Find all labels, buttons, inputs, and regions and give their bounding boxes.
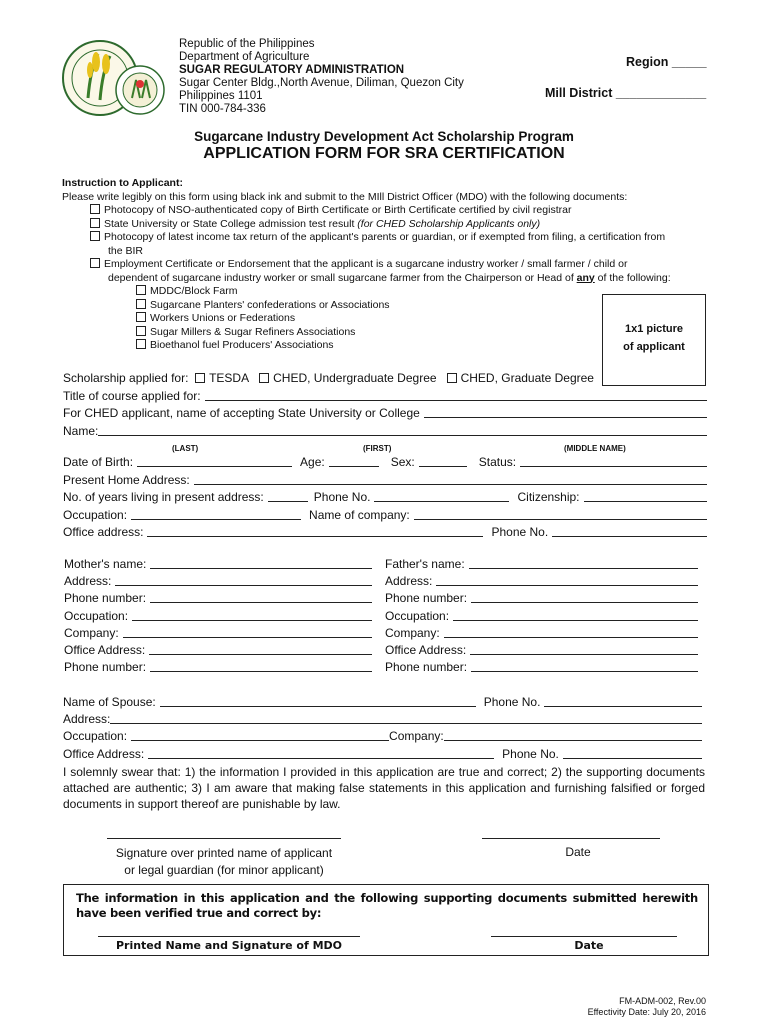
checkbox[interactable] <box>90 258 100 268</box>
father-office-input[interactable] <box>470 642 698 655</box>
photo-box-label-2: of applicant <box>623 341 685 353</box>
course-label: Title of course applied for: <box>63 388 201 403</box>
mother-section <box>64 556 372 676</box>
home-address-input[interactable] <box>194 472 707 485</box>
ched-graduate-checkbox[interactable] <box>447 373 457 383</box>
spouse-phone-input[interactable] <box>544 694 702 707</box>
form-title: APPLICATION FORM FOR SRA CERTIFICATION <box>203 145 565 162</box>
spouse-company-input[interactable] <box>444 728 702 741</box>
doc-item-label: Photocopy of latest income tax return of the applicant's parents or guardian, or if exempted from filing, a certification from <box>104 231 666 243</box>
checkbox[interactable] <box>90 218 100 228</box>
form-code: FM-ADM-002, Rev.00 <box>619 996 706 1006</box>
ched-school-label: For CHED applicant, name of accepting State University or College <box>63 406 420 420</box>
mother-row <box>64 590 372 607</box>
header-line-republic: Republic of the Philippines <box>179 38 315 50</box>
program-title: Sugarcane Industry Development Act Scholarship Program <box>194 129 574 144</box>
office-address-input[interactable] <box>147 524 483 537</box>
tesda-checkbox[interactable] <box>195 373 205 383</box>
mother-name-label: Mother's name: <box>64 557 147 571</box>
sub-item-label: Sugarcane Planters' confederations or Associations <box>150 298 390 311</box>
sra-seal-graphic <box>62 34 174 122</box>
region-field[interactable]: Region _____ <box>626 55 707 69</box>
home-address-row <box>63 472 707 490</box>
checkbox[interactable] <box>90 231 100 241</box>
office-address-row <box>63 524 707 542</box>
sub-item-label: Bioethanol fuel Producers' Associations <box>150 339 334 351</box>
name-parts-row <box>63 440 707 454</box>
verification-text: The information in this application and the following supporting documents submitted herewith have been verified true and correct by: <box>76 891 698 920</box>
spouse-name-input[interactable] <box>160 694 476 707</box>
sex-input[interactable] <box>419 454 467 467</box>
mother-row <box>64 642 372 659</box>
occupation-row <box>63 507 707 525</box>
doc-item-label: State University or State College admission test result <box>104 217 355 230</box>
father-occupation-input[interactable] <box>453 608 698 621</box>
applicant-date-caption: Date <box>565 845 591 859</box>
ched-school-input[interactable] <box>424 405 707 418</box>
mother-company-input[interactable] <box>123 625 372 638</box>
sub-item-label: Sugar Millers & Sugar Refiners Associations <box>150 325 356 338</box>
father-phone-input[interactable] <box>471 590 698 603</box>
father-phone-label: Phone number: <box>385 591 468 606</box>
doc-item-note: (for CHED Scholarship Applicants only) <box>357 217 541 230</box>
doc-item-birth-cert <box>62 204 710 218</box>
doc-item-itr <box>62 231 710 245</box>
mother-phone-label: Phone number: <box>64 591 147 606</box>
mother-phone2-input[interactable] <box>150 659 372 672</box>
spouse-name-label: Name of Spouse: <box>63 695 156 709</box>
mother-row <box>64 608 372 625</box>
citizenship-label: Citizenship: <box>517 490 580 504</box>
spouse-office-phone-label: Phone No. <box>502 746 559 761</box>
instructions-heading: Instruction to Applicant: <box>62 177 183 189</box>
father-row <box>385 625 698 642</box>
oath-paragraph: I solemnly swear that: 1) the information I provided in this application are true and correct; 2) the supporting documents attached are authentic; 3) I am aware that making false statements in this application and furnishing falsified or forged documents in support thereof are punishable by law. <box>63 765 705 811</box>
scholarship-row <box>63 370 707 388</box>
checkbox[interactable] <box>136 339 146 349</box>
occupation-input[interactable] <box>131 507 301 520</box>
mdo-date-line[interactable] <box>491 936 677 937</box>
header-line-address: Sugar Center Bldg.,North Avenue, Diliman, Quezon City <box>179 77 464 89</box>
spouse-occupation-row <box>63 728 702 745</box>
spouse-office-row <box>63 746 702 763</box>
spouse-section <box>63 694 702 763</box>
years-row <box>63 489 707 507</box>
effectivity-date: Effectivity Date: July 20, 2016 <box>587 1007 706 1017</box>
mother-address-input[interactable] <box>115 573 372 586</box>
father-row <box>385 608 698 625</box>
doc-item-employment-cont <box>62 272 710 286</box>
doc-item-label: Photocopy of NSO-authenticated copy of Birth Certificate or Birth Certificate certified by civil registrar <box>104 204 572 216</box>
doc-item-any: any <box>576 271 595 284</box>
sra-seal <box>62 34 174 122</box>
name-part-middle: (MIDDLE NAME) <box>564 444 626 453</box>
checkbox[interactable] <box>136 326 146 336</box>
applicant-date-line[interactable] <box>482 838 660 839</box>
father-name-label: Father's name: <box>385 557 465 571</box>
spouse-office-phone-input[interactable] <box>563 746 702 759</box>
mother-phone-input[interactable] <box>150 590 372 603</box>
photo-box-label-1: 1x1 picture <box>624 323 684 335</box>
father-row <box>385 556 698 573</box>
spouse-address-row <box>63 711 702 728</box>
name-part-last: (LAST) <box>172 444 199 453</box>
doc-item-itr-cont: the BIR <box>108 244 144 257</box>
father-phone2-label: Phone number: <box>385 660 468 675</box>
father-office-label: Office Address: <box>385 643 467 658</box>
father-name-input[interactable] <box>469 556 698 569</box>
father-row <box>385 573 698 590</box>
signature-caption-1: Signature over printed name of applicant <box>115 846 333 860</box>
phone-label: Phone No. <box>313 490 371 504</box>
ched-undergrad-checkbox[interactable] <box>259 373 269 383</box>
mother-occupation-label: Occupation: <box>64 608 129 623</box>
scholarship-label: Scholarship applied for: <box>63 371 189 385</box>
doc-item-admission <box>62 218 710 232</box>
mdo-signature-line[interactable] <box>98 936 360 937</box>
spouse-office-label: Office Address: <box>63 746 145 761</box>
spouse-occupation-input[interactable] <box>131 728 389 741</box>
mother-occupation-input[interactable] <box>132 608 372 621</box>
father-address-input[interactable] <box>436 573 698 586</box>
mother-phone2-label: Phone number: <box>64 660 147 675</box>
instructions-intro: Please write legibly on this form using black ink and submit to the MIll District Officer (MDO) with the following documents: <box>62 190 628 203</box>
spouse-address-input[interactable] <box>110 711 702 724</box>
spouse-office-input[interactable] <box>148 746 494 759</box>
phone-input[interactable] <box>374 489 509 502</box>
applicant-section <box>63 370 707 542</box>
mother-row <box>64 625 372 642</box>
father-row <box>385 659 698 676</box>
checkbox[interactable] <box>136 285 146 295</box>
mother-row <box>64 659 372 676</box>
course-input[interactable] <box>205 388 707 401</box>
office-phone-label: Phone No. <box>491 525 549 539</box>
doc-item-cont-text-a: dependent of sugarcane industry worker or small sugarcane farmer from the Chairperson or Head of <box>108 271 577 284</box>
father-phone2-input[interactable] <box>471 659 698 672</box>
sub-item-label: Workers Unions or Federations <box>150 312 296 324</box>
home-address-label: Present Home Address: <box>63 472 190 487</box>
status-label: Status: <box>478 455 517 469</box>
mother-company-label: Company: <box>64 625 119 640</box>
name-input[interactable] <box>98 423 707 436</box>
tesda-label: TESDA <box>209 371 250 385</box>
spouse-address-label: Address: <box>63 712 111 727</box>
header-line-country: Philippines 1101 <box>179 90 263 102</box>
agency-header <box>179 38 464 116</box>
name-label: Name: <box>63 423 99 438</box>
spouse-company-label: Company: <box>389 729 444 744</box>
name-part-first: (FIRST) <box>363 444 392 453</box>
father-address-label: Address: <box>385 574 433 589</box>
mother-office-label: Office Address: <box>64 643 146 658</box>
mother-row <box>64 556 372 573</box>
spouse-name-row <box>63 694 702 711</box>
mother-office-input[interactable] <box>149 642 372 655</box>
doc-item-employment <box>62 258 710 272</box>
checkbox[interactable] <box>90 204 100 214</box>
mother-name-input[interactable] <box>150 556 372 569</box>
dob-input[interactable] <box>137 454 292 467</box>
ched-school-row <box>63 405 707 423</box>
father-section <box>385 556 698 676</box>
verification-box <box>63 884 709 956</box>
header-line-tin: TIN 000-784-336 <box>179 103 266 115</box>
header-line-agency: SUGAR REGULATORY ADMINISTRATION <box>179 64 405 76</box>
mill-district-field[interactable]: Mill District _____________ <box>545 86 707 100</box>
father-occupation-label: Occupation: <box>385 608 450 623</box>
signature-caption-2: or legal guardian (for minor applicant) <box>124 863 324 877</box>
checkbox[interactable] <box>136 299 146 309</box>
years-input[interactable] <box>268 489 308 502</box>
office-phone-input[interactable] <box>552 524 707 537</box>
company-name-input[interactable] <box>414 507 707 520</box>
father-company-label: Company: <box>385 625 440 640</box>
sex-label: Sex: <box>390 455 415 469</box>
ched-graduate-label: CHED, Graduate Degree <box>460 371 594 385</box>
mother-row <box>64 573 372 590</box>
age-label: Age: <box>300 455 325 469</box>
father-row <box>385 590 698 607</box>
spouse-occupation-label: Occupation: <box>63 729 128 744</box>
header-line-department: Department of Agriculture <box>179 51 310 63</box>
spouse-phone-label: Phone No. <box>483 695 541 709</box>
dob-label: Date of Birth: <box>63 455 134 469</box>
office-address-label: Office address: <box>63 525 144 539</box>
applicant-signature-caption <box>84 845 364 879</box>
citizenship-input[interactable] <box>584 489 707 502</box>
sub-item-label: MDDC/Block Farm <box>150 285 238 297</box>
doc-item-cont-text-b: of the following: <box>594 271 671 284</box>
mdo-date-caption: Date <box>574 939 604 952</box>
course-row <box>63 388 707 406</box>
mdo-caption: Printed Name and Signature of MDO <box>115 939 343 952</box>
years-label: No. of years living in present address: <box>63 490 264 504</box>
company-name-label: Name of company: <box>309 507 410 522</box>
father-row <box>385 642 698 659</box>
applicant-signature-line[interactable] <box>107 838 341 839</box>
name-row <box>63 423 707 441</box>
doc-item-label: Employment Certificate or Endorsement that the applicant is a sugarcane industry worker / small farmer / child or <box>104 258 628 270</box>
checkbox[interactable] <box>136 312 146 322</box>
father-company-input[interactable] <box>444 625 698 638</box>
mother-address-label: Address: <box>64 574 112 589</box>
occupation-label: Occupation: <box>63 507 128 522</box>
ched-undergrad-label: CHED, Undergraduate Degree <box>273 371 437 385</box>
